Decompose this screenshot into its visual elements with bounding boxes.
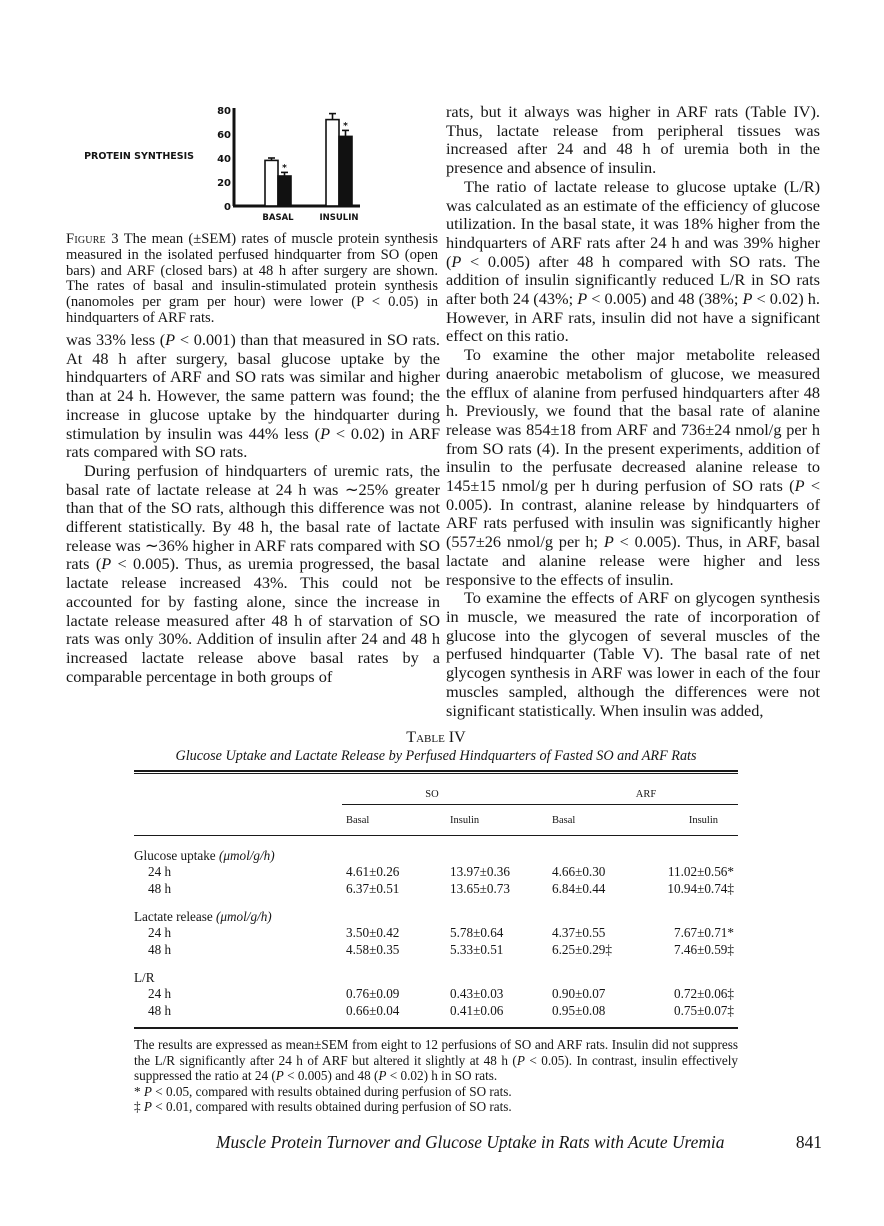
group-header-row xyxy=(134,774,738,805)
table-cell: 11.02±0.56* xyxy=(667,864,734,880)
table-row xyxy=(134,1003,738,1020)
table-cell: 0.66±0.04 xyxy=(346,1002,400,1018)
y-tick-label: 40 xyxy=(217,154,231,165)
row-label: 48 h xyxy=(148,941,172,957)
table-cell: 10.94±0.74‡ xyxy=(667,880,734,896)
page-number: 841 xyxy=(795,1132,822,1152)
figure-caption-text: The mean (±SEM) rates of muscle protein synthesis measured in the isolated perfused hindquarter from SO (open bars) and ARF (closed bars) at 48 h after surgery are shown. The rates of basal and insulin-stimulated protein synthesis (nanomoles per gram per hour) were lower (P < 0.05) in hindquarters of ARF rats. xyxy=(66,231,438,326)
right-column-paragraph: To examine the effects of ARF on glycogen synthesis in muscle, we measured the rate of incorporation of glucose into the glycogen of several muscles of the perfused hindquarter (Table V). The basal rate of net glycogen synthesis in ARF was lower in each of the four muscles sampled, although the differences were not significant statistically. When insulin was added, xyxy=(446,588,820,720)
right-text-column xyxy=(446,103,820,720)
section-label: L/R xyxy=(134,970,155,985)
table-cell: 3.50±0.42 xyxy=(346,925,400,941)
table-iv-grid xyxy=(134,774,738,1029)
table-title: Table IV xyxy=(406,729,466,746)
subheader-so-insulin: Insulin xyxy=(450,814,480,826)
group-header-so: SO xyxy=(342,774,538,805)
table-cell: 4.58±0.35 xyxy=(346,941,400,957)
table-cell: 7.46±0.59‡ xyxy=(674,941,734,957)
table-cell: 13.65±0.73 xyxy=(450,880,510,896)
right-column-paragraph: rats, but it always was higher in ARF rats (Table IV). Thus, lactate release from peripheral tissues was increased after 24 and 48 h of uremia both in the presence and absence of insulin. xyxy=(446,102,820,178)
row-label: 48 h xyxy=(148,880,172,896)
table-footnote: ‡ P < 0.01, compared with results obtained during perfusion of SO rats. xyxy=(134,1099,512,1115)
table-section-header xyxy=(134,836,738,865)
table-cell: 7.67±0.71* xyxy=(674,925,734,941)
sub-header-row xyxy=(134,805,738,836)
bar-so-basal xyxy=(265,160,278,206)
table-bottom-rule xyxy=(134,1019,738,1028)
row-label: 24 h xyxy=(148,925,172,941)
y-tick-label: 80 xyxy=(217,106,231,117)
right-column-paragraph: To examine the other major metabolite released during anaerobic metabolism of glucose, we measured the efflux of alanine from perfused hindquarters after 48 h. Previously, we found that the basal rate of alanine release was 854±18 from ARF and 736±24 nmol/g per h from SO rats (4). In the present experiments, addition of insulin to the perfusate decreased alanine release to 145±15 nmol/g per h during perfusion of SO rats (P < 0.005). In contrast, alanine release by hindquarters of ARF rats perfused with insulin was significantly higher (557±26 nmol/g per h; P < 0.005). Thus, in ARF, basal lactate and alanine release were higher and less responsive to the effects of insulin. xyxy=(446,345,820,589)
protein-synthesis-bar-chart xyxy=(66,100,436,228)
table-cell: 6.84±0.44 xyxy=(552,880,606,896)
subheader-arf-insulin: Insulin xyxy=(688,814,718,826)
right-column-paragraph: The ratio of lactate release to glucose uptake (L/R) was calculated as an estimate of the efficiency of glucose utilization. In the basal state, it was 18% higher from the hindquarters of ARF rats after 24 h and was 39% higher (P < 0.005) after 48 h compared with SO rats. The addition of insulin significantly reduced L/R in SO rats after both 24 (43%; P < 0.005) and 48 (38%; P < 0.02) h. However, in ARF rats, insulin did not have a significant effect on this ratio. xyxy=(446,176,820,346)
x-category-label: INSULIN xyxy=(319,213,359,223)
left-text-column xyxy=(66,331,440,686)
table-cell: 4.66±0.30 xyxy=(552,864,606,880)
left-column-paragraph: During perfusion of hindquarters of uremic rats, the basal rate of lactate release at 24 h was ∼25% greater than that of the SO rats, although this difference was not different statistically. By 48 h, the basal rate of lactate release was ∼36% higher in ARF rats compared with SO rats (P < 0.005). Thus, as uremia progressed, the basal lactate release increased 43%. This could not be accounted for by fasting alone, since the increase in lactate release measured after 48 h of starvation of SO rats was only 30%. Addition of insulin after 24 and 48 h increased lactate release above basal rates by a comparable percentage in both groups of xyxy=(66,460,441,686)
table-row xyxy=(134,986,738,1003)
figure-caption xyxy=(66,232,438,327)
table-note: The results are expressed as mean±SEM from eight to 12 perfusions of SO and ARF rats. Insulin did not suppress the L/R significantly after 24 h of ARF but altered it slightly at 48 h (P < 0.05). In contrast, insulin effectively suppressed the ratio at 24 (P < 0.005) and 48 (P < 0.02) h in SO rats. xyxy=(134,1037,738,1084)
table-cell: 0.41±0.06 xyxy=(450,1002,504,1018)
table-cell: 6.37±0.51 xyxy=(346,880,400,896)
bar-arf-insulin xyxy=(339,136,352,206)
table-iv xyxy=(134,729,738,1115)
table-section-header xyxy=(134,897,738,925)
bar-arf-basal xyxy=(278,176,291,206)
section-unit: (μmol/g/h) xyxy=(218,848,275,863)
running-footer xyxy=(216,1132,822,1153)
y-tick-label: 60 xyxy=(217,130,231,141)
subheader-arf-basal: Basal xyxy=(552,814,576,826)
table-top-rule xyxy=(134,770,738,772)
y-axis-label: PROTEIN SYNTHESIS xyxy=(84,151,194,162)
section-unit: (μmol/g/h) xyxy=(216,909,272,924)
table-cell: 6.25±0.29‡ xyxy=(552,941,612,957)
table-cell: 0.43±0.03 xyxy=(450,986,504,1002)
significance-marker: * xyxy=(282,163,287,174)
table-cell: 5.33±0.51 xyxy=(450,941,504,957)
table-section-header xyxy=(134,958,738,986)
table-cell: 5.78±0.64 xyxy=(450,925,504,941)
table-cell: 0.76±0.09 xyxy=(346,986,400,1002)
table-cell: 4.61±0.26 xyxy=(346,864,400,880)
table-footnotes xyxy=(134,1037,738,1115)
table-subtitle: Glucose Uptake and Lactate Release by Perfused Hindquarters of Fasted SO and ARF Rats xyxy=(175,748,697,764)
significance-marker: * xyxy=(343,121,348,132)
section-label: Lactate release xyxy=(134,909,216,924)
table-row xyxy=(134,881,738,898)
figure-label: Figure 3 xyxy=(66,231,119,247)
table-row xyxy=(134,942,738,959)
bar-so-insulin xyxy=(326,120,339,206)
row-label: 24 h xyxy=(148,986,172,1002)
subheader-so-basal: Basal xyxy=(346,814,370,826)
table-cell: 0.75±0.07‡ xyxy=(674,1002,734,1018)
row-label: 24 h xyxy=(148,864,172,880)
row-label: 48 h xyxy=(148,1002,172,1018)
running-title: Muscle Protein Turnover and Glucose Uptake in Rats with Acute Uremia xyxy=(216,1132,725,1152)
table-cell: 0.72±0.06‡ xyxy=(674,986,734,1002)
figure-3 xyxy=(66,100,436,228)
table-row xyxy=(134,925,738,942)
x-category-label: BASAL xyxy=(262,213,294,223)
table-cell: 0.95±0.08 xyxy=(552,1002,606,1018)
left-column-paragraph: was 33% less (P < 0.001) than that measured in SO rats. At 48 h after surgery, basal glucose uptake by the hindquarters of ARF and SO rats was similar and higher than at 24 h. However, the same pattern was found; the increase in glucose uptake by the hindquarter during stimulation by insulin was 44% less (P < 0.02) in ARF rats compared with SO rats. xyxy=(66,330,440,462)
table-row xyxy=(134,864,738,881)
table-footnote: * P < 0.05, compared with results obtained during perfusion of SO rats. xyxy=(134,1083,512,1099)
section-label: Glucose uptake xyxy=(134,848,219,863)
group-header-arf: ARF xyxy=(538,774,738,805)
table-cell: 13.97±0.36 xyxy=(450,864,510,880)
table-cell: 4.37±0.55 xyxy=(552,925,606,941)
y-tick-label: 0 xyxy=(224,202,231,213)
y-tick-label: 20 xyxy=(217,178,231,189)
table-cell: 0.90±0.07 xyxy=(552,986,606,1002)
